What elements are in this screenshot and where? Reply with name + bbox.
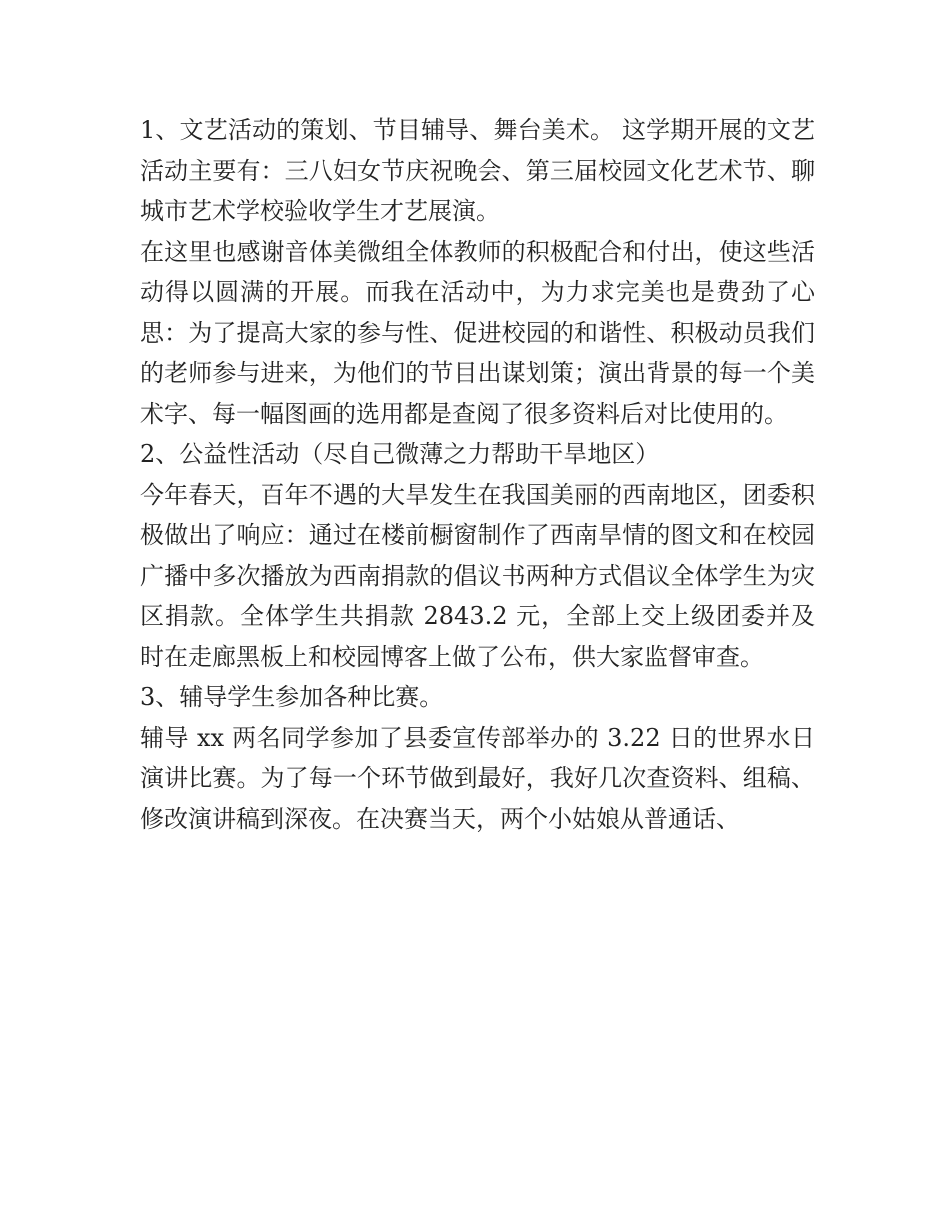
paragraph-charity-heading: 2、公益性活动（尽自己微薄之力帮助干旱地区） — [140, 440, 660, 468]
document-body — [140, 110, 815, 839]
paragraph-drought-donation: 今年春天，百年不遇的大旱发生在我国美丽的西南地区，团委积极做出了响应：通过在楼前橱窗制作了西南旱情的图文和在校园广播中多次播放为西南捐款的倡议书两种方式倡议全体学生为灾区捐款。全体学生共捐款 2843.2 元，全部上交上级团委并及时在走廊黑板上和校园博客上做了公布，供大家监督审查。 — [140, 480, 815, 671]
paragraph-thanks-and-effort: 在这里也感谢音体美微组全体教师的积极配合和付出，使这些活动得以圆满的开展。而我在活动中，为力求完美也是费劲了心思：为了提高大家的参与性、促进校园的和谐性、积极动员我们的老师参与进来，为他们的节目出谋划策；演出背景的每一个美术字、每一幅图画的选用都是查阅了很多资料后对比使用的。 — [140, 237, 815, 428]
paragraph-competitions-heading: 3、辅导学生参加各种比赛。 — [140, 683, 444, 711]
paragraph-arts-activities: 1、文艺活动的策划、节目辅导、舞台美术。 这学期开展的文艺活动主要有：三八妇女节庆祝晚会、第三届校园文化艺术节、聊城市艺术学校验收学生才艺展演。 — [140, 116, 815, 225]
paragraph-speech-contest: 辅导 xx 两名同学参加了县委宣传部举办的 3.22 日的世界水日演讲比赛。为了每一个环节做到最好，我好几次查资料、组稿、修改演讲稿到深夜。在决赛当天，两个小姑娘从普通话、 — [140, 723, 815, 833]
